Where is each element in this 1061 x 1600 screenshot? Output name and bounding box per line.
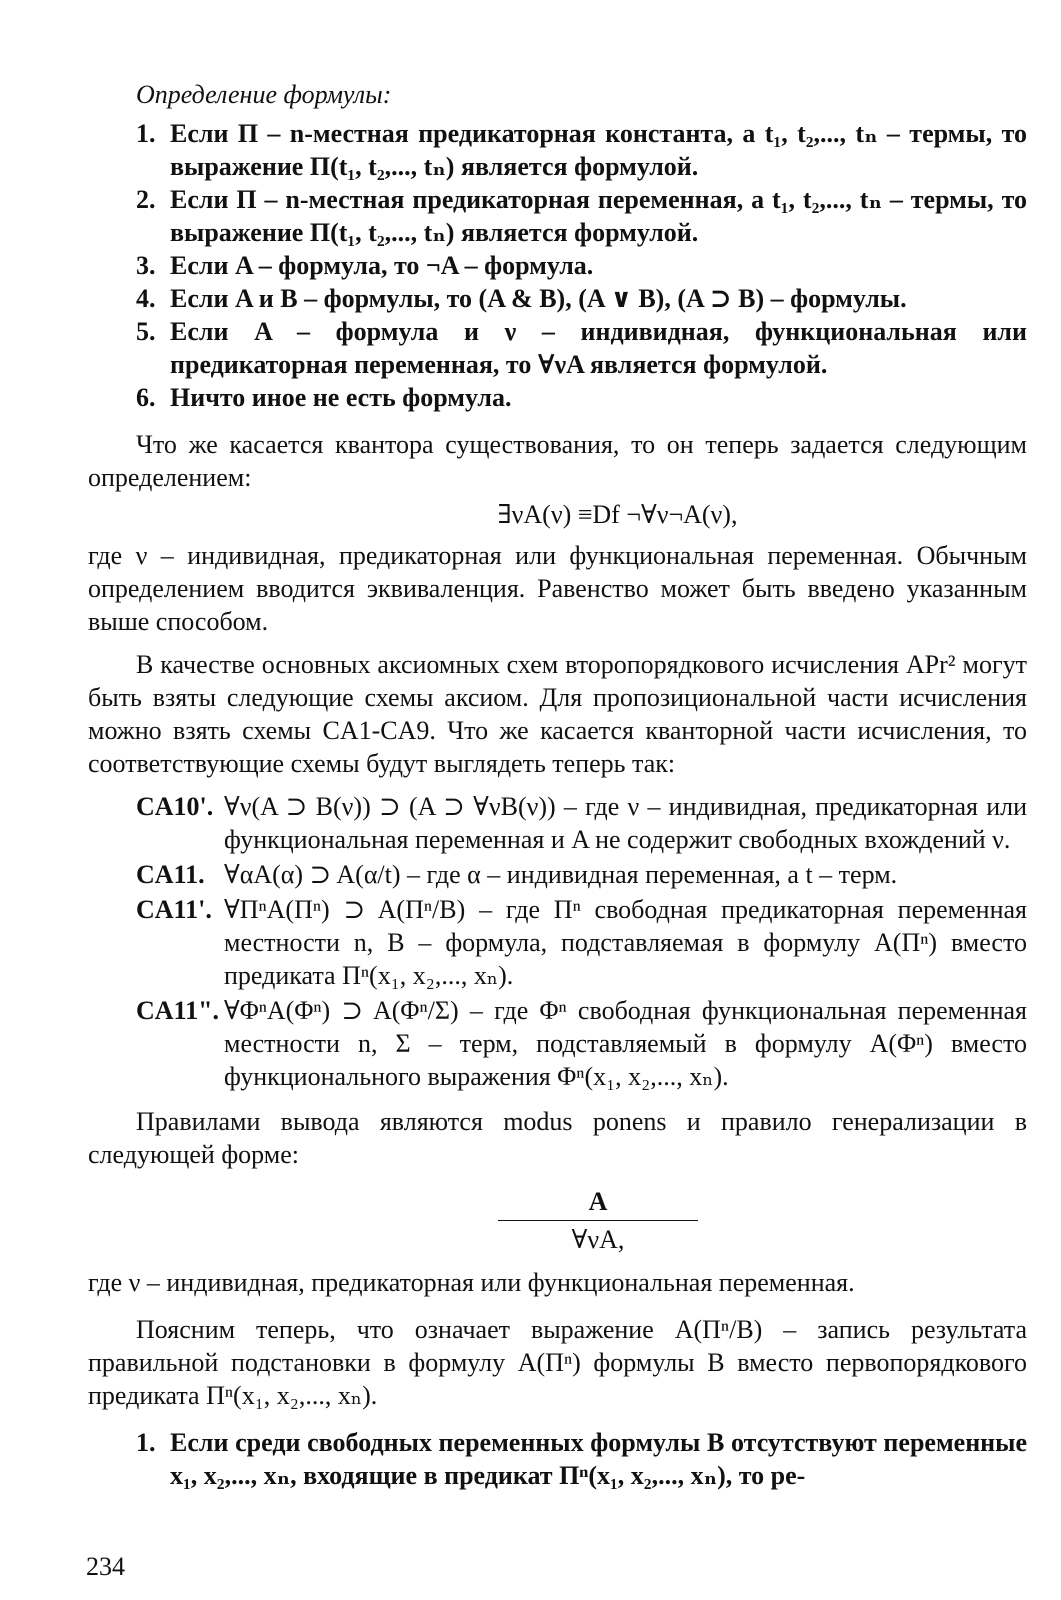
axiom-tag: CA11". xyxy=(136,996,220,1025)
item-number: 6. xyxy=(136,383,156,412)
paragraph-variable-note-2: где ν – индивидная, предикаторная или функциональная переменная. xyxy=(88,1268,855,1297)
item-text: Если П – n-местная предикаторная константа, а t₁, t₂,..., tₙ – термы, то выражение П(t₁, t₂,..., tₙ) является формулой. xyxy=(170,119,1027,181)
item-text: Если среди свободных переменных формулы B отсутствуют переменные x₁, x₂,..., xₙ, входящие в предикат Пⁿ(x₁, x₂,..., xₙ), то ре- xyxy=(170,1428,1027,1490)
item-text: Ничто иное не есть формула. xyxy=(170,383,512,412)
axiom-text: ∀ΦⁿA(Φⁿ) ⊃ A(Φⁿ/Σ) – где Φⁿ свободная функциональная переменная местности n, Σ – терм, подставляемый в формулу A(Φⁿ) вместо функционального выражения Φⁿ(x₁, x₂,..., xₙ). xyxy=(224,996,1027,1091)
axiom-text: ∀αA(α) ⊃ A(α/t) – где α – индивидная переменная, а t – терм. xyxy=(224,860,898,889)
rule-conclusion: ∀νA, xyxy=(571,1225,625,1254)
item-number: 1. xyxy=(136,1428,156,1457)
definition-item xyxy=(88,117,1027,183)
item-number: 5. xyxy=(136,317,156,346)
page-number: 234 xyxy=(86,1552,125,1581)
paragraph-variable-note: где ν – индивидная, предикаторная или функциональная переменная. Обычным определением вводится эквиваленция. Равенство может быть введено указанным выше способом. xyxy=(88,541,1027,636)
item-number: 4. xyxy=(136,284,156,313)
item-text: Если A и B – формулы, то (A & B), (A ∨ B), (A ⊃ B) – формулы. xyxy=(170,284,907,313)
axiom-tag: CA11. xyxy=(136,860,205,889)
definition-item xyxy=(88,315,1027,381)
paragraph-axiom-schemes: В качестве основных аксиомных схем второпорядкового исчисления APr² могут быть взяты следующие схемы аксиом. Для пропозициональной части исчисления можно взять схемы CA1-CA9. Что же касается кванторной части исчисления, то соответствующие схемы будут выглядеть теперь так: xyxy=(88,650,1027,778)
definition-item xyxy=(88,249,1027,282)
paragraph-existential-quantifier: Что же касается квантора существования, то он теперь задается следующим определением: xyxy=(88,430,1027,492)
rule-premise: A xyxy=(498,1185,698,1221)
item-text: Если П – n-местная предикаторная переменная, а t₁, t₂,..., tₙ – термы, то выражение П(t₁, t₂,..., tₙ) является формулой. xyxy=(170,185,1027,247)
item-text: Если A – формула и ν – индивидная, функциональная или предикаторная переменная, то ∀νA является формулой. xyxy=(170,317,1027,379)
axiom-ca10-prime xyxy=(136,790,1027,856)
paragraph-substitution-explanation: Поясним теперь, что означает выражение A(Пⁿ/B) – запись результата правильной подстановки в формулу A(Пⁿ) формулы B вместо первопорядкового предиката Пⁿ(x₁, x₂,..., xₙ). xyxy=(88,1315,1027,1410)
item-number: 1. xyxy=(136,119,156,148)
substitution-cases-list xyxy=(88,1426,1027,1492)
axiom-ca11-prime xyxy=(136,893,1027,992)
axiom-text: ∀ν(A ⊃ B(ν)) ⊃ (A ⊃ ∀νB(ν)) – где ν – индивидная, предикаторная или функциональная переменная и A не содержит свободных вхождений ν. xyxy=(224,792,1027,854)
paragraph-inference-rules: Правилами вывода являются modus ponens и правило генерализации в следующей форме: xyxy=(88,1107,1027,1169)
axiom-tag: CA11'. xyxy=(136,895,212,924)
generalization-rule xyxy=(498,1185,698,1256)
definition-item xyxy=(88,282,1027,315)
axiom-list xyxy=(136,790,1027,1093)
substitution-case-item xyxy=(88,1426,1027,1492)
item-number: 3. xyxy=(136,251,156,280)
axiom-text: ∀ПⁿA(Пⁿ) ⊃ A(Пⁿ/B) – где Пⁿ свободная предикаторная переменная местности n, B – формула, подставляемая в формулу A(Пⁿ) вместо предиката Пⁿ(x₁, x₂,..., xₙ). xyxy=(224,895,1027,990)
item-number: 2. xyxy=(136,185,156,214)
axiom-tag: CA10'. xyxy=(136,792,214,821)
definition-item xyxy=(88,183,1027,249)
item-text: Если A – формула, то ¬A – формула. xyxy=(170,251,594,280)
definition-item xyxy=(88,381,1027,414)
definition-heading: Определение формулы: xyxy=(136,80,392,109)
existential-definition-formula: ∃νA(ν) ≡Df ¬∀ν¬A(ν), xyxy=(497,500,738,529)
axiom-ca11-double-prime xyxy=(136,994,1027,1093)
formula-definition-list xyxy=(88,117,1027,414)
axiom-ca11 xyxy=(136,858,1027,891)
